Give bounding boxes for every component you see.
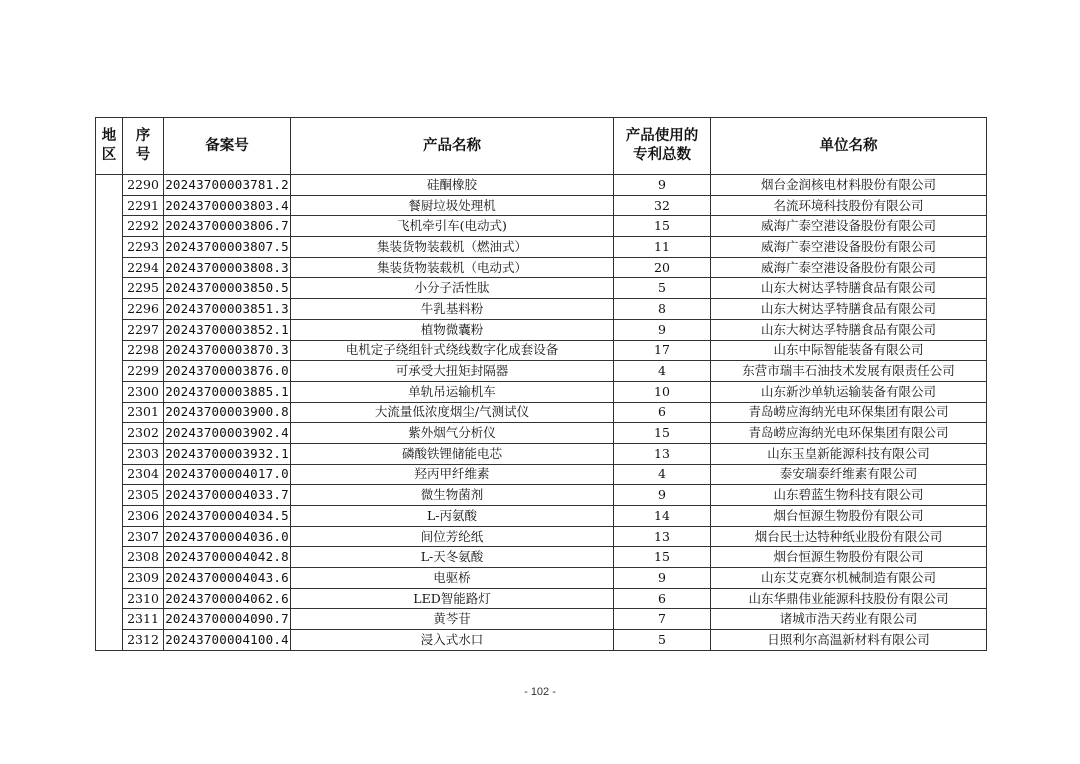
record-no-cell: 20243700003902.4 [164, 423, 291, 444]
seq-cell: 2293 [123, 237, 164, 258]
product-name-cell: 羟丙甲纤维素 [291, 464, 614, 485]
record-no-cell: 20243700003806.7 [164, 216, 291, 237]
header-record-no: 备案号 [164, 118, 291, 175]
product-name-cell: 微生物菌剂 [291, 485, 614, 506]
seq-cell: 2292 [123, 216, 164, 237]
product-name-cell: 植物微囊粉 [291, 319, 614, 340]
product-name-cell: 小分子活性肽 [291, 278, 614, 299]
seq-cell: 2306 [123, 506, 164, 527]
patent-count-cell: 15 [614, 423, 711, 444]
product-name-cell: L-丙氨酸 [291, 506, 614, 527]
header-company: 单位名称 [711, 118, 987, 175]
company-cell: 山东大树达孚特膳食品有限公司 [711, 319, 987, 340]
product-name-cell: 磷酸铁锂储能电芯 [291, 443, 614, 464]
product-name-cell: 单轨吊运输机车 [291, 381, 614, 402]
patent-count-cell: 8 [614, 299, 711, 320]
record-no-cell: 20243700004042.8 [164, 547, 291, 568]
header-seq [123, 118, 164, 175]
company-cell: 日照利尔高温新材料有限公司 [711, 630, 987, 651]
table-row [96, 485, 987, 506]
company-cell: 山东大树达孚特膳食品有限公司 [711, 278, 987, 299]
record-no-cell: 20243700003808.3 [164, 257, 291, 278]
header-region-label: 地 区 [101, 128, 117, 163]
record-no-cell: 20243700003870.3 [164, 340, 291, 361]
region-cell [96, 175, 123, 651]
patent-count-cell: 15 [614, 216, 711, 237]
patent-count-cell: 13 [614, 443, 711, 464]
seq-cell: 2294 [123, 257, 164, 278]
table-row [96, 381, 987, 402]
seq-cell: 2298 [123, 340, 164, 361]
seq-cell: 2290 [123, 175, 164, 196]
patent-count-cell: 20 [614, 257, 711, 278]
patent-count-cell: 4 [614, 464, 711, 485]
patent-count-cell: 14 [614, 506, 711, 527]
patent-count-cell: 10 [614, 381, 711, 402]
table-row [96, 195, 987, 216]
record-no-cell: 20243700004036.0 [164, 526, 291, 547]
company-cell: 山东碧蓝生物科技有限公司 [711, 485, 987, 506]
seq-cell: 2295 [123, 278, 164, 299]
table-row [96, 464, 987, 485]
patent-count-cell: 9 [614, 175, 711, 196]
table-row [96, 568, 987, 589]
header-row [96, 118, 987, 175]
page-number: - 102 - [524, 686, 556, 698]
record-no-cell: 20243700004033.7 [164, 485, 291, 506]
table-row [96, 547, 987, 568]
product-name-cell: 牛乳基料粉 [291, 299, 614, 320]
product-name-cell: 电机定子绕组针式绕线数字化成套设备 [291, 340, 614, 361]
patent-count-cell: 9 [614, 319, 711, 340]
table-row [96, 402, 987, 423]
table-row [96, 588, 987, 609]
patent-count-cell: 32 [614, 195, 711, 216]
header-region [96, 118, 123, 175]
company-cell: 烟台恒源生物股份有限公司 [711, 547, 987, 568]
patent-count-cell: 7 [614, 609, 711, 630]
product-name-cell: 集装货物装载机（燃油式） [291, 237, 614, 258]
company-cell: 威海广泰空港设备股份有限公司 [711, 257, 987, 278]
company-cell: 山东玉皇新能源科技有限公司 [711, 443, 987, 464]
header-patent-count-label: 产品使用的 专利总数 [625, 128, 699, 163]
patent-count-cell: 5 [614, 278, 711, 299]
product-name-cell: 浸入式水口 [291, 630, 614, 651]
seq-cell: 2311 [123, 609, 164, 630]
company-cell: 烟台恒源生物股份有限公司 [711, 506, 987, 527]
record-no-cell: 20243700003851.3 [164, 299, 291, 320]
table-row [96, 237, 987, 258]
seq-cell: 2299 [123, 361, 164, 382]
seq-cell: 2291 [123, 195, 164, 216]
record-no-cell: 20243700003876.0 [164, 361, 291, 382]
patent-count-cell: 6 [614, 588, 711, 609]
header-patent-count [614, 118, 711, 175]
product-name-cell: 间位芳纶纸 [291, 526, 614, 547]
header-seq-label: 序 号 [135, 128, 151, 163]
seq-cell: 2302 [123, 423, 164, 444]
company-cell: 青岛崂应海纳光电环保集团有限公司 [711, 423, 987, 444]
record-no-cell: 20243700003807.5 [164, 237, 291, 258]
table-row [96, 216, 987, 237]
company-cell: 山东大树达孚特膳食品有限公司 [711, 299, 987, 320]
product-name-cell: 硅酮橡胶 [291, 175, 614, 196]
patent-count-cell: 17 [614, 340, 711, 361]
seq-cell: 2303 [123, 443, 164, 464]
table-row [96, 257, 987, 278]
record-no-cell: 20243700004090.7 [164, 609, 291, 630]
table-row [96, 340, 987, 361]
table-row [96, 299, 987, 320]
record-no-cell: 20243700004100.4 [164, 630, 291, 651]
seq-cell: 2300 [123, 381, 164, 402]
company-cell: 青岛崂应海纳光电环保集团有限公司 [711, 402, 987, 423]
patent-count-cell: 15 [614, 547, 711, 568]
product-name-cell: 电驱桥 [291, 568, 614, 589]
product-name-cell: 紫外烟气分析仪 [291, 423, 614, 444]
seq-cell: 2297 [123, 319, 164, 340]
record-no-cell: 20243700004043.6 [164, 568, 291, 589]
table-row [96, 526, 987, 547]
company-cell: 山东新沙单轨运输装备有限公司 [711, 381, 987, 402]
company-cell: 诸城市浩天药业有限公司 [711, 609, 987, 630]
record-no-cell: 20243700004034.5 [164, 506, 291, 527]
company-cell: 山东中际智能装备有限公司 [711, 340, 987, 361]
company-cell: 烟台民士达特种纸业股份有限公司 [711, 526, 987, 547]
record-no-cell: 20243700004062.6 [164, 588, 291, 609]
patent-table [95, 117, 987, 651]
patent-count-cell: 9 [614, 485, 711, 506]
seq-cell: 2310 [123, 588, 164, 609]
patent-count-cell: 11 [614, 237, 711, 258]
table-body [96, 175, 987, 651]
patent-count-cell: 6 [614, 402, 711, 423]
seq-cell: 2308 [123, 547, 164, 568]
table-row [96, 609, 987, 630]
seq-cell: 2305 [123, 485, 164, 506]
company-cell: 威海广泰空港设备股份有限公司 [711, 216, 987, 237]
seq-cell: 2296 [123, 299, 164, 320]
product-name-cell: 飞机牵引车(电动式) [291, 216, 614, 237]
patent-count-cell: 13 [614, 526, 711, 547]
record-no-cell: 20243700003850.5 [164, 278, 291, 299]
table-row [96, 443, 987, 464]
record-no-cell: 20243700004017.0 [164, 464, 291, 485]
seq-cell: 2304 [123, 464, 164, 485]
table-row [96, 175, 987, 196]
company-cell: 东营市瑞丰石油技术发展有限责任公司 [711, 361, 987, 382]
patent-count-cell: 9 [614, 568, 711, 589]
company-cell: 山东艾克赛尔机械制造有限公司 [711, 568, 987, 589]
record-no-cell: 20243700003781.2 [164, 175, 291, 196]
product-name-cell: L-天冬氨酸 [291, 547, 614, 568]
record-no-cell: 20243700003803.4 [164, 195, 291, 216]
patent-count-cell: 4 [614, 361, 711, 382]
product-name-cell: LED智能路灯 [291, 588, 614, 609]
seq-cell: 2301 [123, 402, 164, 423]
table-row [96, 423, 987, 444]
table-row [96, 319, 987, 340]
record-no-cell: 20243700003932.1 [164, 443, 291, 464]
seq-cell: 2312 [123, 630, 164, 651]
table-row [96, 506, 987, 527]
product-name-cell: 餐厨垃圾处理机 [291, 195, 614, 216]
product-name-cell: 集装货物装载机（电动式） [291, 257, 614, 278]
table-row [96, 278, 987, 299]
company-cell: 威海广泰空港设备股份有限公司 [711, 237, 987, 258]
record-no-cell: 20243700003885.1 [164, 381, 291, 402]
header-product-name: 产品名称 [291, 118, 614, 175]
table-row [96, 630, 987, 651]
company-cell: 烟台金润核电材料股份有限公司 [711, 175, 987, 196]
product-name-cell: 黄芩苷 [291, 609, 614, 630]
patent-count-cell: 5 [614, 630, 711, 651]
product-name-cell: 大流量低浓度烟尘/气测试仪 [291, 402, 614, 423]
record-no-cell: 20243700003852.1 [164, 319, 291, 340]
product-name-cell: 可承受大扭矩封隔器 [291, 361, 614, 382]
seq-cell: 2309 [123, 568, 164, 589]
record-no-cell: 20243700003900.8 [164, 402, 291, 423]
seq-cell: 2307 [123, 526, 164, 547]
table-row [96, 361, 987, 382]
company-cell: 泰安瑞泰纤维素有限公司 [711, 464, 987, 485]
company-cell: 山东华鼎伟业能源科技股份有限公司 [711, 588, 987, 609]
company-cell: 名流环境科技股份有限公司 [711, 195, 987, 216]
